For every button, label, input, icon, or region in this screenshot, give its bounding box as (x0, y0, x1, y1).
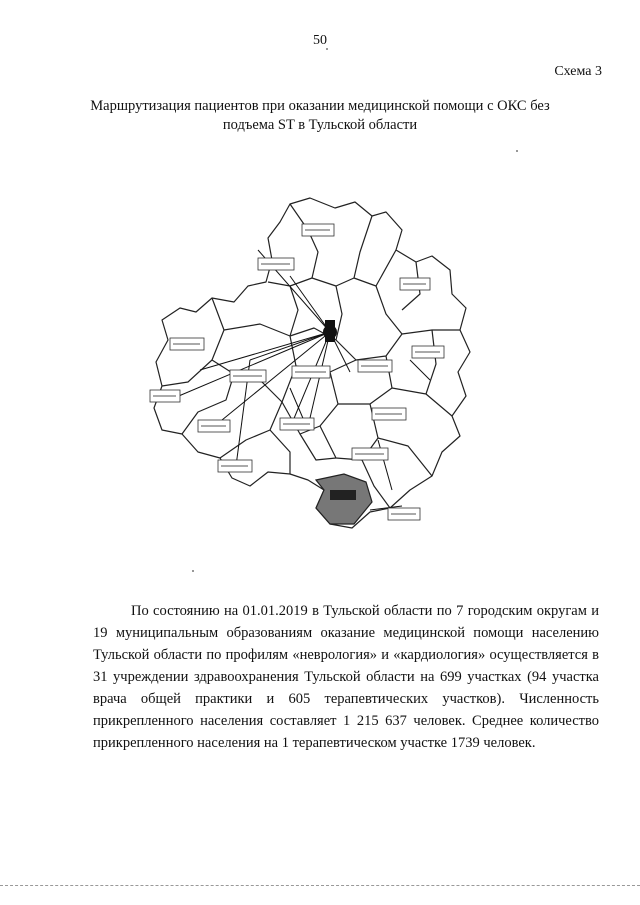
page-number: 50 (313, 33, 327, 48)
scan-speck (192, 570, 194, 572)
region-map-icon (140, 190, 485, 560)
document-title (60, 97, 580, 135)
scheme-label: Схема 3 (554, 64, 602, 79)
routing-map (140, 190, 485, 560)
body-paragraph: По состоянию на 01.01.2019 в Тульской области по 7 городским округам и 19 муниципальным образованиям оказание медицинской помощи населению Тульской области по профилям «неврология» и «кардиология» осуществляется в 31 учреждении здравоохранения Тульской области на 699 участках (94 участка врача общей практики и 605 терапевтических участков). Численность прикрепленного населения составляет 1 215 637 человек. Среднее количество прикрепленного населения на 1 терапевтическом участке 1739 человек. (93, 603, 599, 751)
scan-speck (326, 48, 328, 50)
oblast-outline (154, 198, 470, 528)
body-text (93, 600, 599, 754)
scan-speck (516, 150, 518, 152)
title-line-2: подъема ST в Тульской области (222, 117, 418, 133)
title-line-1: Маршрутизация пациентов при оказании медицинской помощи с ОКС без (90, 98, 550, 114)
footer-rule (0, 885, 640, 887)
